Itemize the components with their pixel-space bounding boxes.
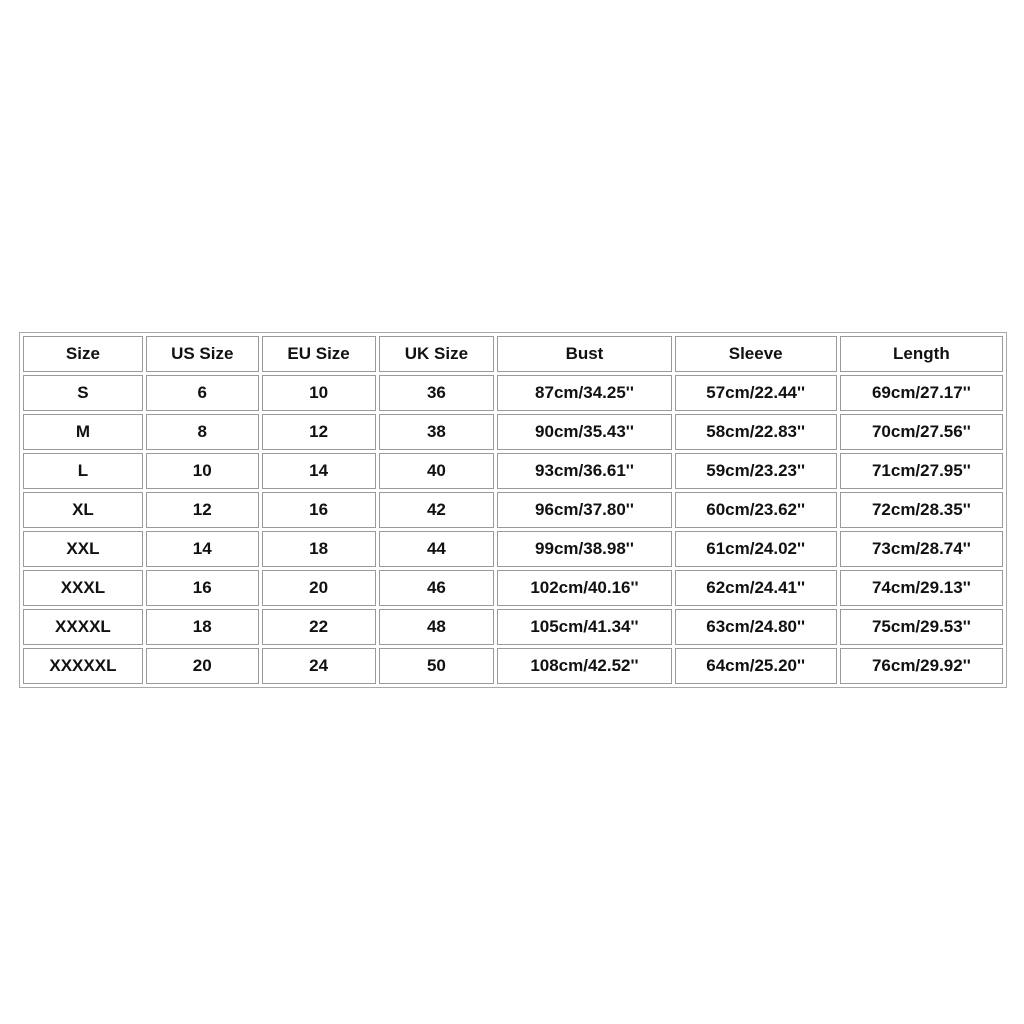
- cell-size: XXL: [23, 531, 143, 567]
- header-size: Size: [23, 336, 143, 372]
- cell-eu-size: 16: [262, 492, 376, 528]
- cell-uk-size: 40: [379, 453, 495, 489]
- cell-bust: 90cm/35.43'': [497, 414, 671, 450]
- cell-size: L: [23, 453, 143, 489]
- cell-size: XL: [23, 492, 143, 528]
- cell-uk-size: 48: [379, 609, 495, 645]
- cell-length: 72cm/28.35'': [840, 492, 1003, 528]
- cell-size: XXXL: [23, 570, 143, 606]
- cell-eu-size: 12: [262, 414, 376, 450]
- cell-sleeve: 57cm/22.44'': [675, 375, 837, 411]
- cell-eu-size: 10: [262, 375, 376, 411]
- cell-bust: 105cm/41.34'': [497, 609, 671, 645]
- cell-size: M: [23, 414, 143, 450]
- cell-us-size: 16: [146, 570, 259, 606]
- table-row: [23, 453, 1003, 489]
- cell-uk-size: 38: [379, 414, 495, 450]
- table-row: [23, 609, 1003, 645]
- cell-sleeve: 64cm/25.20'': [675, 648, 837, 684]
- cell-us-size: 20: [146, 648, 259, 684]
- cell-bust: 96cm/37.80'': [497, 492, 671, 528]
- cell-size: XXXXXL: [23, 648, 143, 684]
- cell-length: 70cm/27.56'': [840, 414, 1003, 450]
- cell-uk-size: 36: [379, 375, 495, 411]
- cell-length: 69cm/27.17'': [840, 375, 1003, 411]
- size-chart-table: [19, 332, 1007, 688]
- header-us-size: US Size: [146, 336, 259, 372]
- cell-us-size: 14: [146, 531, 259, 567]
- header-sleeve: Sleeve: [675, 336, 837, 372]
- table-row: [23, 648, 1003, 684]
- cell-eu-size: 18: [262, 531, 376, 567]
- cell-bust: 102cm/40.16'': [497, 570, 671, 606]
- cell-us-size: 10: [146, 453, 259, 489]
- cell-sleeve: 59cm/23.23'': [675, 453, 837, 489]
- cell-length: 76cm/29.92'': [840, 648, 1003, 684]
- header-length: Length: [840, 336, 1003, 372]
- table-row: [23, 570, 1003, 606]
- cell-sleeve: 60cm/23.62'': [675, 492, 837, 528]
- cell-uk-size: 42: [379, 492, 495, 528]
- table-row: [23, 375, 1003, 411]
- cell-length: 73cm/28.74'': [840, 531, 1003, 567]
- cell-uk-size: 46: [379, 570, 495, 606]
- header-uk-size: UK Size: [379, 336, 495, 372]
- cell-uk-size: 44: [379, 531, 495, 567]
- cell-eu-size: 22: [262, 609, 376, 645]
- table-row: [23, 531, 1003, 567]
- cell-us-size: 12: [146, 492, 259, 528]
- cell-us-size: 8: [146, 414, 259, 450]
- cell-us-size: 18: [146, 609, 259, 645]
- cell-size: XXXXL: [23, 609, 143, 645]
- cell-eu-size: 24: [262, 648, 376, 684]
- cell-bust: 99cm/38.98'': [497, 531, 671, 567]
- cell-sleeve: 63cm/24.80'': [675, 609, 837, 645]
- cell-length: 75cm/29.53'': [840, 609, 1003, 645]
- cell-eu-size: 20: [262, 570, 376, 606]
- cell-bust: 93cm/36.61'': [497, 453, 671, 489]
- cell-eu-size: 14: [262, 453, 376, 489]
- header-eu-size: EU Size: [262, 336, 376, 372]
- cell-sleeve: 58cm/22.83'': [675, 414, 837, 450]
- cell-sleeve: 62cm/24.41'': [675, 570, 837, 606]
- table-header-row: [23, 336, 1003, 372]
- table-row: [23, 414, 1003, 450]
- cell-length: 71cm/27.95'': [840, 453, 1003, 489]
- cell-sleeve: 61cm/24.02'': [675, 531, 837, 567]
- cell-bust: 87cm/34.25'': [497, 375, 671, 411]
- cell-size: S: [23, 375, 143, 411]
- header-bust: Bust: [497, 336, 671, 372]
- table-row: [23, 492, 1003, 528]
- cell-us-size: 6: [146, 375, 259, 411]
- cell-uk-size: 50: [379, 648, 495, 684]
- cell-bust: 108cm/42.52'': [497, 648, 671, 684]
- cell-length: 74cm/29.13'': [840, 570, 1003, 606]
